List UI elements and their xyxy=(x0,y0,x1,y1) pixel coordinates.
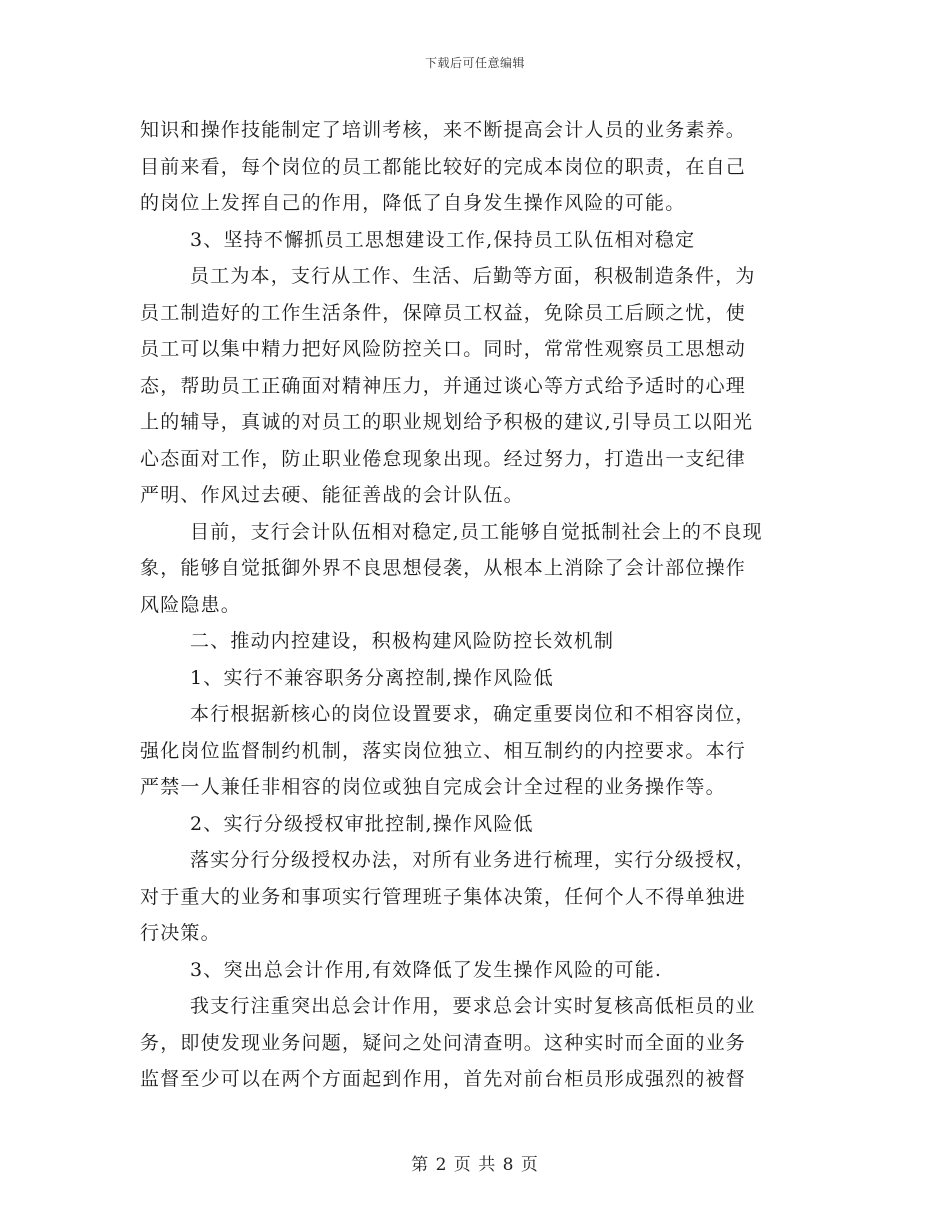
text-line: 3、坚持不懈抓员工思想建设工作,保持员工队伍相对稳定 xyxy=(190,228,696,251)
text-line: 务，即使发现业务问题，疑问之处问清查明。这种实时而全面的业务 xyxy=(140,1031,747,1054)
text-line: 落实分行分级授权办法，对所有业务进行梳理，实行分级授权， xyxy=(190,849,756,871)
text-line: 上的辅导，真诚的对员工的职业规划给予积极的建议,引导员工以阳光 xyxy=(140,411,754,433)
text-line: 心态面对工作，防止职业倦怠现象出现。经过努力，打造出一支纪律 xyxy=(140,447,747,470)
text-line: 严明、作风过去硬、能征善战的会计队伍。 xyxy=(140,484,524,506)
text-line: 1、实行不兼容职务分离控制,操作风险低 xyxy=(190,666,554,689)
text-line: 我支行注重突出总会计作用，要求总会计实时复核高低柜员的业 xyxy=(190,995,756,1017)
text-line: 员工为本，支行从工作、生活、后勤等方面，积极制造条件，为 xyxy=(190,265,756,287)
text-line: 3、突出总会计作用,有效降低了发生操作风险的可能. xyxy=(190,958,663,981)
text-line: 强化岗位监督制约机制，落实岗位独立、相互制约的内控要求。本行 xyxy=(140,739,747,762)
text-line: 目前，支行会计队伍相对稳定,员工能够自觉抵制社会上的不良现 xyxy=(190,520,763,543)
text-line: 目前来看，每个岗位的员工都能比较好的完成本岗位的职责，在自己 xyxy=(140,155,747,178)
text-line: 员工制造好的工作生活条件，保障员工权益，免除员工后顾之忧，使 xyxy=(140,301,747,324)
text-line: 象，能够自觉抵御外界不良思想侵袭，从根本上消除了会计部位操作 xyxy=(140,557,747,579)
page-header: 下载后可任意编辑 xyxy=(424,56,525,70)
text-line: 监督至少可以在两个方面起到作用，首先对前台柜员形成强烈的被督 xyxy=(140,1068,747,1090)
text-line: 对于重大的业务和事项实行管理班子集体决策，任何个人不得单独进 xyxy=(140,885,747,908)
text-line: 2、实行分级授权审批控制,操作风险低 xyxy=(190,812,534,835)
text-line: 本行根据新核心的岗位设置要求，确定重要岗位和不相容岗位， xyxy=(190,703,756,725)
text-line: 员工可以集中精力把好风险防控关口。同时，常常性观察员工思想动 xyxy=(140,338,747,360)
text-line: 行决策。 xyxy=(140,922,221,944)
text-line: 严禁一人兼任非相容的岗位或独自完成会计全过程的业务操作等。 xyxy=(140,776,726,798)
text-line: 的岗位上发挥自己的作用，降低了自身发生操作风险的可能。 xyxy=(140,192,686,214)
text-line: 态，帮助员工正确面对精神压力，并通过谈心等方式给予适时的心理 xyxy=(140,374,747,397)
text-line: 二、推动内控建设，积极构建风险防控长效机制 xyxy=(190,630,615,652)
document-body xyxy=(140,112,808,1098)
text-line: 知识和操作技能制定了培训考核，来不断提高会计人员的业务素养。 xyxy=(140,119,747,141)
page-footer: 第 2 页 共 8 页 xyxy=(411,1155,539,1175)
text-line: 风险隐患。 xyxy=(140,593,242,616)
